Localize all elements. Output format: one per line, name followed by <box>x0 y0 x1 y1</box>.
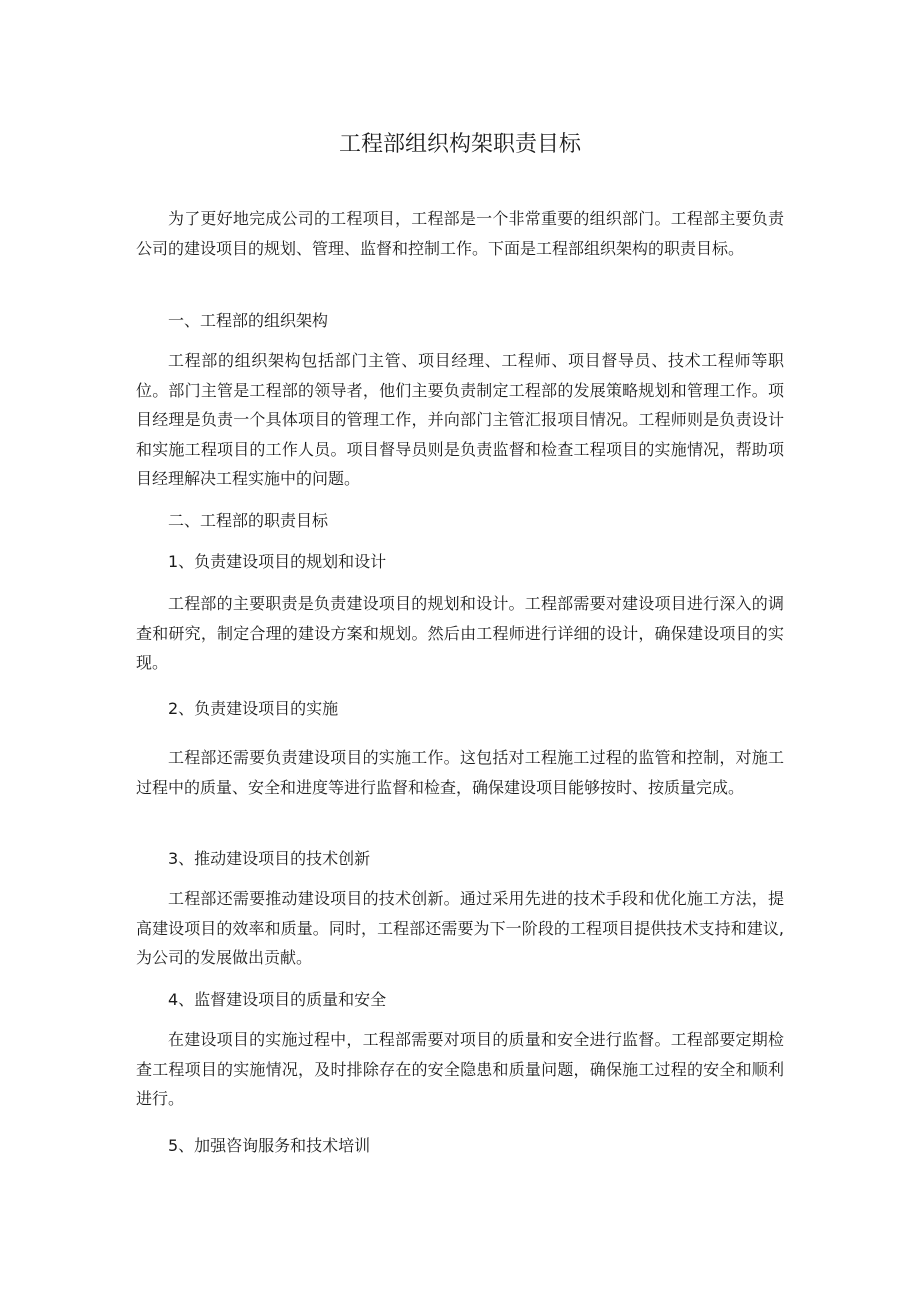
implementation-paragraph: 工程部还需要负责建设项目的实施工作。这包括对工程施工过程的监管和控制，对施工过程中的质量、安全和进度等进行监督和检查，确保建设项目能够按时、按质量完成。 <box>136 748 784 797</box>
organization-paragraph: 工程部的组织架构包括部门主管、项目经理、工程师、项目督导员、技术工程师等职位。部门主管是工程部的领导者，他们主要负责制定工程部的发展策略规划和管理工作。项目经理是负责一个具体项目的管理工作，并向部门主管汇报项目情况。工程师则是负责设计和实施工程项目的工作人员。项目督导员则是负责监督和检查工程项目的实施情况，帮助项目经理解决工程实施中的问题。 <box>136 351 784 488</box>
item-heading-innovation: 3、推动建设项目的技术创新 <box>168 849 371 868</box>
section-heading-responsibilities: 二、工程部的职责目标 <box>168 511 329 530</box>
planning-paragraph: 工程部的主要职责是负责建设项目的规划和设计。工程部需要对建设项目进行深入的调查和研究，制定合理的建设方案和规划。然后由工程师进行详细的设计，确保建设项目的实现。 <box>136 594 784 672</box>
item-heading-implementation: 2、负责建设项目的实施 <box>168 699 339 718</box>
innovation-paragraph: 工程部还需要推动建设项目的技术创新。通过采用先进的技术手段和优化施工方法，提高建设项目的效率和质量。同时，工程部还需要为下一阶段的工程项目提供技术支持和建议,为公司的发展做出贡献。 <box>136 889 784 967</box>
document-title: 工程部组织构架职责目标 <box>338 132 581 157</box>
item-heading-quality-safety: 4、监督建设项目的质量和安全 <box>168 990 387 1009</box>
section-heading-organization: 一、工程部的组织架构 <box>168 311 329 330</box>
item-heading-planning: 1、负责建设项目的规划和设计 <box>168 552 387 571</box>
intro-paragraph: 为了更好地完成公司的工程项目，工程部是一个非常重要的组织部门。工程部主要负责公司的建设项目的规划、管理、监督和控制工作。下面是工程部组织架构的职责目标。 <box>136 209 784 258</box>
item-heading-consulting-training: 5、加强咨询服务和技术培训 <box>168 1136 371 1155</box>
quality-safety-paragraph: 在建设项目的实施过程中，工程部需要对项目的质量和安全进行监督。工程部要定期检查工程项目的实施情况，及时排除存在的安全隐患和质量问题，确保施工过程的安全和顺利进行。 <box>136 1030 784 1108</box>
